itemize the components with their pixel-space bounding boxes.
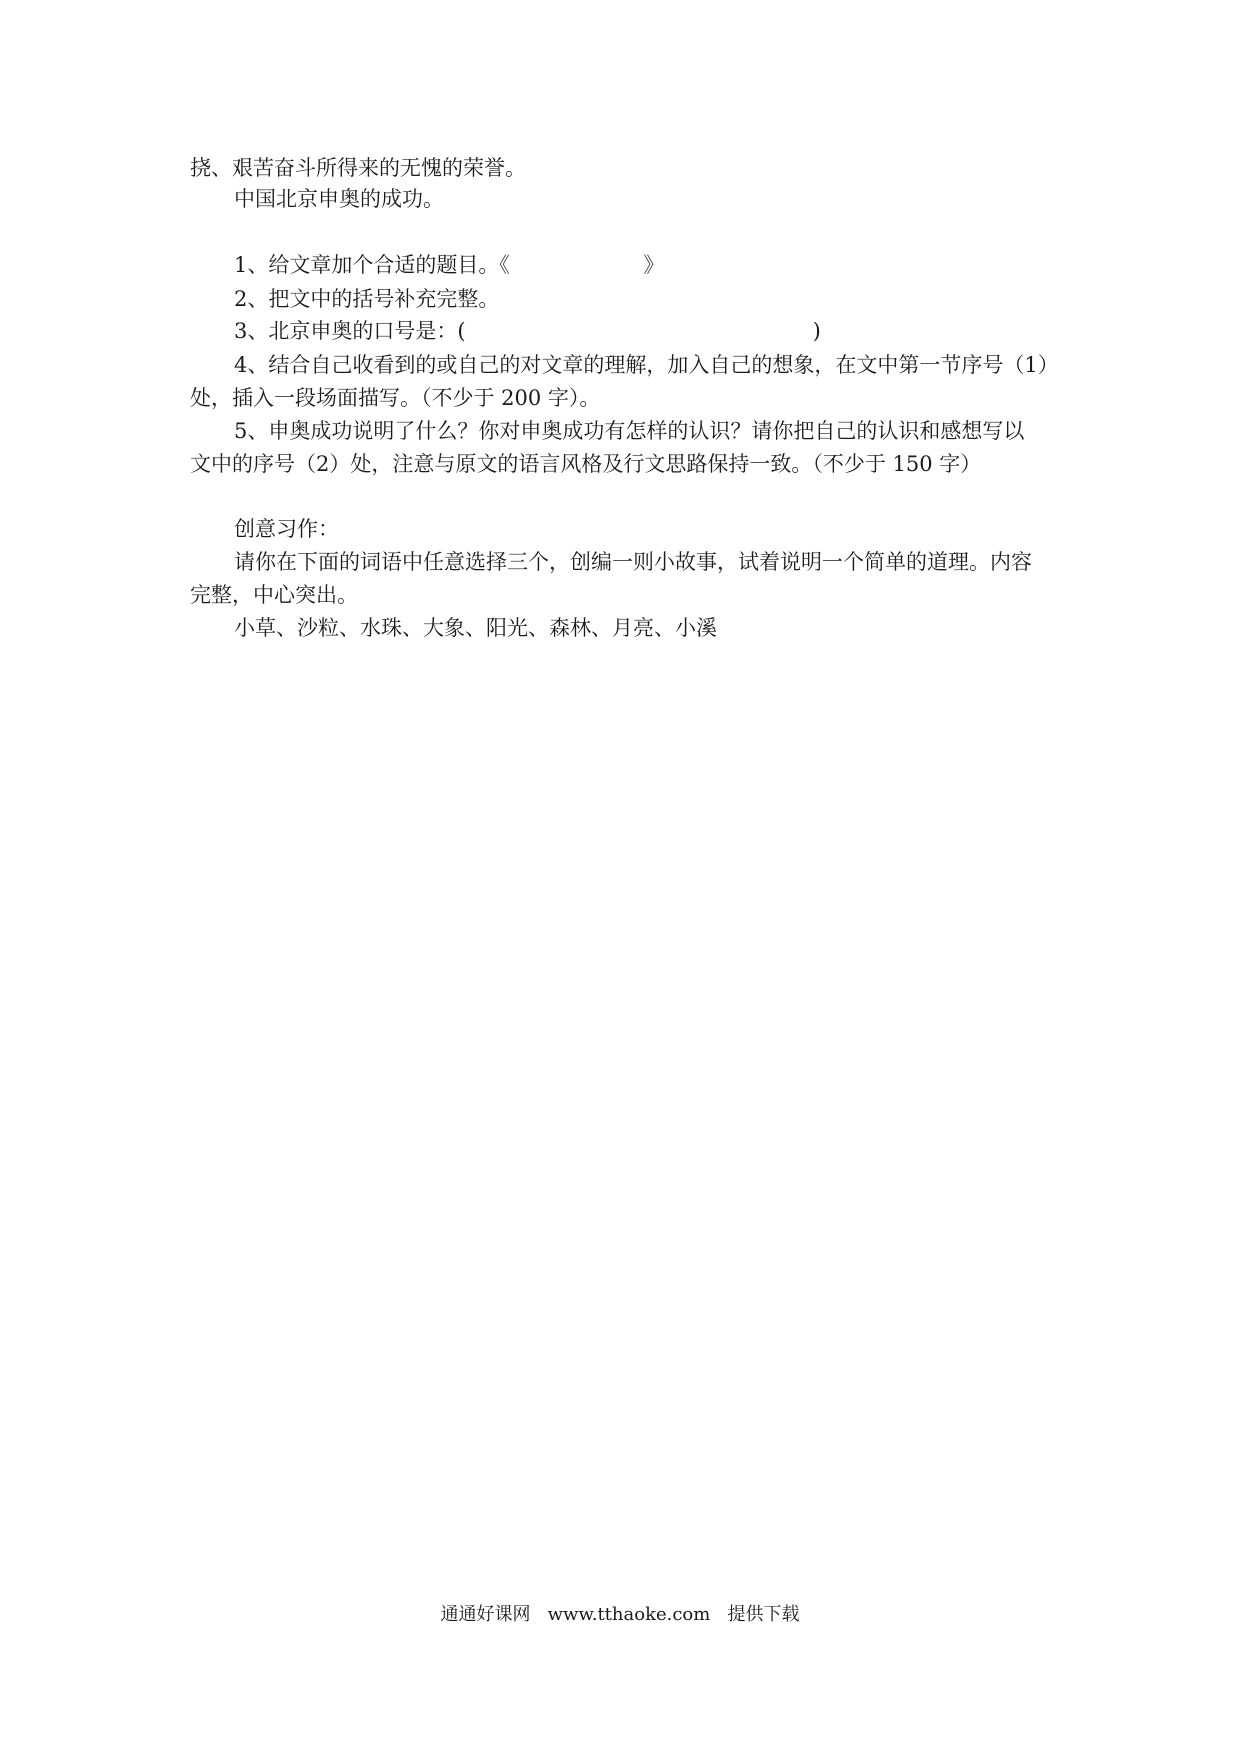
text-line-continuation: 挠、艰苦奋斗所得来的无愧的荣誉。 [190,156,526,180]
page-footer: 通通好课网 www.tthaoke.com 提供下载 [440,1604,800,1625]
question-2: 2、把文中的括号补充完整。 [234,287,500,311]
question-5-line-2: 文中的序号（2）处，注意与原文的语言风格及行文思路保持一致。（不少于 150 字） [190,452,982,476]
creative-prompt-line-2: 完整，中心突出。 [190,583,358,607]
word-list: 小草、沙粒、水珠、大象、阳光、森林、月亮、小溪 [234,616,717,640]
question-1: 1、给文章加个合适的题目。《 》 [234,253,665,277]
creative-prompt-line-1: 请你在下面的词语中任意选择三个，创编一则小故事，试着说明一个简单的道理。内容 [234,550,1032,574]
question-3: 3、北京申奥的口号是：( ) [234,319,821,343]
question-4-line-2: 处，插入一段场面描写。（不少于 200 字）。 [190,386,601,410]
question-4-line-1: 4、结合自己收看到的或自己的对文章的理解，加入自己的想象，在文中第一节序号（1） [234,353,1059,377]
text-line-conclusion: 中国北京申奥的成功。 [234,187,444,211]
section-heading-creative-writing: 创意习作： [234,517,339,541]
question-5-line-1: 5、申奥成功说明了什么？你对申奥成功有怎样的认识？请你把自己的认识和感想写以 [234,419,1025,443]
